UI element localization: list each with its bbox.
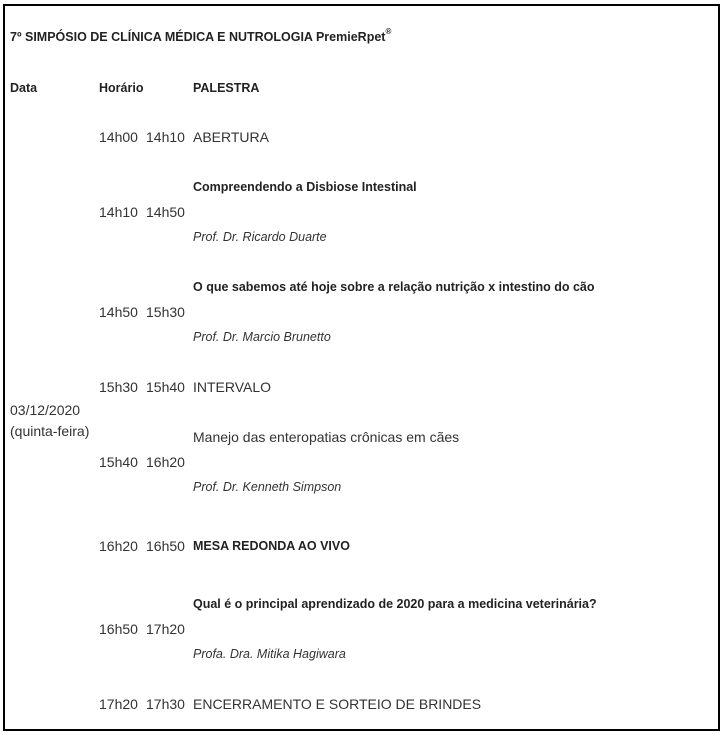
event-day: 03/12/2020 (10, 402, 81, 418)
talk-title: ABERTURA (193, 129, 269, 145)
schedule-frame (3, 4, 720, 731)
event-date (10, 400, 89, 442)
row-start-time: 16h20 (99, 538, 138, 554)
speaker-name: Prof. Dr. Marcio Brunetto (193, 330, 331, 344)
row-end-time: 15h40 (146, 379, 185, 395)
header-date: Data (10, 81, 38, 95)
speaker-name: Prof. Dr. Kenneth Simpson (193, 480, 342, 494)
header-time: Horário (99, 81, 144, 95)
talk-title: O que sabemos até hoje sobre a relação nutrição x intestino do cão (193, 280, 595, 294)
row-start-time: 14h50 (99, 304, 138, 320)
row-start-time: 15h30 (99, 379, 138, 395)
page-title: 7º SIMPÓSIO DE CLÍNICA MÉDICA E NUTROLOGIA PremieRpet® (10, 27, 392, 44)
row-start-time: 16h50 (99, 621, 138, 637)
talk-title: Manejo das enteropatias crônicas em cães (193, 429, 460, 445)
row-end-time: 15h30 (146, 304, 185, 320)
talk-title: Compreendendo a Disbiose Intestinal (193, 180, 417, 194)
talk-title: MESA REDONDA AO VIVO (193, 539, 350, 553)
row-start-time: 14h00 (99, 129, 138, 145)
row-end-time: 16h50 (146, 538, 185, 554)
row-end-time: 14h50 (146, 204, 185, 220)
row-end-time: 14h10 (146, 129, 185, 145)
talk-title: INTERVALO (193, 379, 272, 395)
talk-title: ENCERRAMENTO E SORTEIO DE BRINDES (193, 696, 482, 712)
row-end-time: 16h20 (146, 454, 185, 470)
row-start-time: 17h20 (99, 696, 138, 712)
row-end-time: 17h30 (146, 696, 185, 712)
row-end-time: 17h20 (146, 621, 185, 637)
row-start-time: 14h10 (99, 204, 138, 220)
registered-mark: ® (385, 27, 392, 36)
event-weekday: (quinta-feira) (10, 423, 90, 439)
header-talk: PALESTRA (193, 81, 260, 95)
talk-title: Qual é o principal aprendizado de 2020 para a medicina veterinária? (193, 597, 597, 611)
speaker-name: Prof. Dr. Ricardo Duarte (193, 230, 327, 244)
speaker-name: Profa. Dra. Mitika Hagiwara (193, 647, 346, 661)
row-start-time: 15h40 (99, 454, 138, 470)
